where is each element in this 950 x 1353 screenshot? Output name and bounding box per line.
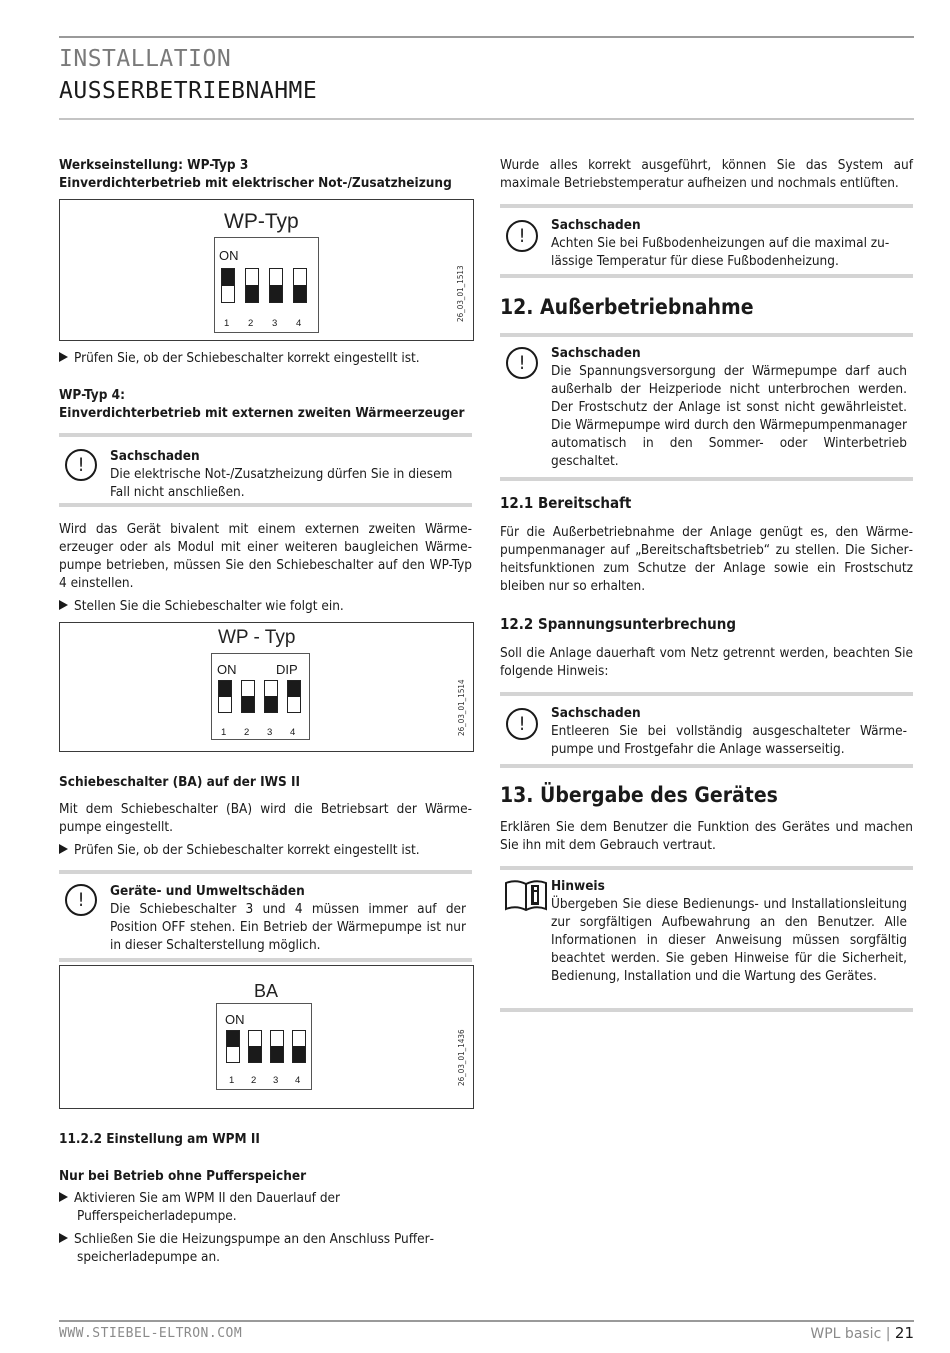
dip-number: 3 bbox=[267, 727, 273, 738]
dip-number: 1 bbox=[224, 318, 230, 329]
dip-number: 1 bbox=[221, 727, 227, 738]
dip-number: 4 bbox=[295, 1075, 301, 1086]
page-number: 21 bbox=[894, 1324, 914, 1342]
note-title: Hinweis bbox=[551, 878, 605, 894]
note-text: Übergeben Sie diese Bedienungs- und Installationsleitung zur sorgfältigen Aufbewahrung an den Benutzer. Alle Informationen in dieser Anweisung müssen sorgfältig beachtet werden. Sie geben Hinweise für die Sicherheit, Bedienung, Installation und die Wartung des Gerätes. bbox=[551, 896, 907, 984]
section-12-heading: 12. Außerbetriebnahme bbox=[500, 295, 754, 319]
step-check-switch-2: Prüfen Sie, ob der Schiebeschalter korrekt eingestellt ist. bbox=[59, 841, 491, 859]
arrow-icon bbox=[59, 1192, 68, 1202]
paragraph-standby: Für die Außerbetriebnahme der Anlage genügt es, den Wärmepumpenmanager auf „Bereitschaftsbetrieb“ zu stellen. Die Sicherheitsfunktionen zum Schutze der Anlage sowie ein Frostschutz bleiben nur so erhalten. bbox=[500, 524, 913, 594]
warning-title: Sachschaden bbox=[110, 448, 200, 464]
step-connect-pump: Schließen Sie die Heizungspumpe an den Anschluss Pufferspeicherladepumpe an. bbox=[59, 1230, 491, 1266]
dip-on-label: ON bbox=[217, 662, 237, 677]
figure-title: WP-Typ bbox=[224, 210, 299, 233]
step-activate-pump: Aktivieren Sie am WPM II den Dauerlauf der Pufferspeicherladepumpe. bbox=[59, 1189, 491, 1225]
figure-wp-type-4 bbox=[59, 622, 474, 752]
warning-box-power bbox=[500, 333, 913, 481]
warning-text: Achten Sie bei Fußbodenheizungen auf die maximal zulässige Temperatur für diese Fußbodenheizung. bbox=[551, 235, 890, 269]
footer-page-info bbox=[810, 1324, 914, 1342]
warning-box-floor-heating bbox=[500, 204, 913, 278]
warning-title: Sachschaden bbox=[551, 705, 641, 721]
header-bottom-rule bbox=[59, 118, 914, 120]
dip-on-label: ON bbox=[219, 248, 239, 263]
warning-text: Die Spannungsversorgung der Wärmepumpe darf auch außerhalb der Heizperiode nicht unterbrochen werden. Der Frostschutz der Anlage ist sonst nicht gewährleistet. Die Wärmepumpe wird durch den Wärmepumpenmanager automatisch in den Sommer- oder Winterbetrieb geschaltet. bbox=[551, 363, 907, 469]
section-12-1-heading: 12.1 Bereitschaft bbox=[500, 494, 632, 512]
warning-text: Die elektrische Not-/Zusatzheizung dürfen Sie in diesem Fall nicht anschließen. bbox=[110, 466, 453, 500]
footer-rule bbox=[59, 1320, 914, 1322]
dip-switch-block bbox=[214, 237, 319, 333]
warning-box-drain bbox=[500, 692, 913, 768]
footer-separator: | bbox=[885, 1326, 891, 1342]
ba-switch-heading: Schiebeschalter (BA) auf der IWS II bbox=[59, 774, 301, 790]
exclamation-icon: ! bbox=[65, 449, 97, 481]
dip-number: 3 bbox=[272, 318, 278, 329]
dip-on-label: ON bbox=[225, 1012, 245, 1027]
figure-wp-type-3 bbox=[59, 199, 474, 341]
exclamation-icon: ! bbox=[506, 220, 538, 252]
warning-title: Sachschaden bbox=[551, 217, 641, 233]
figure-code: 26_03_01_1436 bbox=[457, 1029, 466, 1086]
dip-switch-4 bbox=[287, 680, 301, 713]
step-set-switches: Stellen Sie die Schiebeschalter wie folgt ein. bbox=[59, 597, 491, 615]
warning-box-heater bbox=[59, 433, 472, 507]
dip-switch-3 bbox=[264, 680, 278, 713]
figure-code: 26_03_01_1513 bbox=[456, 265, 465, 322]
dip-switch-1 bbox=[226, 1030, 240, 1063]
paragraph-power-off: Soll die Anlage dauerhaft vom Netz getrennt werden, beachten Sie folgende Hinweis: bbox=[500, 645, 913, 679]
dip-number: 4 bbox=[290, 727, 296, 738]
dip-switch-2 bbox=[241, 680, 255, 713]
dip-switch-block bbox=[216, 1003, 312, 1090]
dip-number: 1 bbox=[229, 1075, 235, 1086]
dip-number: 2 bbox=[244, 727, 250, 738]
arrow-icon bbox=[59, 600, 68, 610]
figure-code: 26_03_01_1514 bbox=[457, 679, 466, 736]
exclamation-icon: ! bbox=[506, 347, 538, 379]
page-title: AUSSERBETRIEBNAHME bbox=[59, 78, 318, 104]
figure-title: WP - Typ bbox=[218, 627, 296, 648]
dip-switch-3 bbox=[270, 1030, 284, 1063]
book-info-icon bbox=[504, 879, 548, 917]
header-section: INSTALLATION bbox=[59, 46, 232, 72]
warning-text: Entleeren Sie bei vollständig ausgeschalteter Wärmepumpe und Frostgefahr die Anlage wasserseitig. bbox=[551, 723, 907, 757]
wpm-heading: 11.2.2 Einstellung am WPM II bbox=[59, 1131, 260, 1147]
factory-setting-heading: Werkseinstellung: WP-Typ 3 Einverdichterbetrieb mit elektrischer Not-/Zusatzheizung bbox=[59, 157, 452, 191]
warning-title: Geräte- und Umweltschäden bbox=[110, 883, 305, 899]
warning-text: Die Schiebeschalter 3 und 4 müssen immer auf der Position OFF stehen. Ein Betrieb der Wärmepumpe ist nur in dieser Schalterstellung möglich. bbox=[110, 901, 466, 953]
exclamation-icon: ! bbox=[506, 708, 538, 740]
figure-title: BA bbox=[254, 981, 279, 1001]
figure-ba-switch bbox=[59, 965, 474, 1109]
dip-label: DIP bbox=[276, 662, 298, 677]
dip-switch-4 bbox=[292, 1030, 306, 1063]
dip-switch-1 bbox=[218, 680, 232, 713]
dip-number: 3 bbox=[273, 1075, 279, 1086]
arrow-icon bbox=[59, 844, 68, 854]
dip-switch-1 bbox=[221, 268, 235, 303]
paragraph-ba-switch: Mit dem Schiebeschalter (BA) wird die Betriebsart der Wärmepumpe eingestellt. bbox=[59, 801, 472, 835]
arrow-icon bbox=[59, 1233, 68, 1243]
paragraph-bivalent: Wird das Gerät bivalent mit einem externen zweiten Wärmeerzeuger oder als Modul mit einer weiteren baugleichen Wärmepumpe betrieben, müssen Sie den Schiebeschalter auf den WP-Typ 4 einstellen. bbox=[59, 521, 472, 591]
header-top-rule bbox=[59, 36, 914, 38]
dip-switch-3 bbox=[269, 268, 283, 303]
dip-number: 2 bbox=[248, 318, 254, 329]
footer-url: WWW.STIEBEL-ELTRON.COM bbox=[59, 1326, 243, 1341]
dip-switch-4 bbox=[293, 268, 307, 303]
wp-type-4-heading: WP-Typ 4: Einverdichterbetrieb mit externen zweiten Wärmeerzeuger bbox=[59, 387, 465, 421]
exclamation-icon: ! bbox=[65, 884, 97, 916]
paragraph-intro: Wurde alles korrekt ausgeführt, können Sie das System auf maximale Betriebstemperatur aufheizen und nochmals entlüften. bbox=[500, 157, 913, 191]
arrow-icon bbox=[59, 352, 68, 362]
warning-title: Sachschaden bbox=[551, 345, 641, 361]
dip-switch-2 bbox=[245, 268, 259, 303]
footer-product: WPL basic bbox=[810, 1326, 882, 1342]
note-box bbox=[500, 866, 913, 1012]
dip-number: 4 bbox=[296, 318, 302, 329]
step-check-switch-1: Prüfen Sie, ob der Schiebeschalter korrekt eingestellt ist. bbox=[59, 349, 491, 367]
section-13-heading: 13. Übergabe des Gerätes bbox=[500, 783, 778, 807]
paragraph-handover: Erklären Sie dem Benutzer die Funktion des Gerätes und machen Sie ihn mit dem Gebrauch vertraut. bbox=[500, 819, 913, 853]
dip-switch-2 bbox=[248, 1030, 262, 1063]
buffer-heading: Nur bei Betrieb ohne Pufferspeicher bbox=[59, 1168, 307, 1184]
section-12-2-heading: 12.2 Spannungsunterbrechung bbox=[500, 615, 737, 633]
dip-number: 2 bbox=[251, 1075, 257, 1086]
dip-switch-block bbox=[211, 653, 310, 740]
warning-box-device-damage bbox=[59, 870, 472, 962]
